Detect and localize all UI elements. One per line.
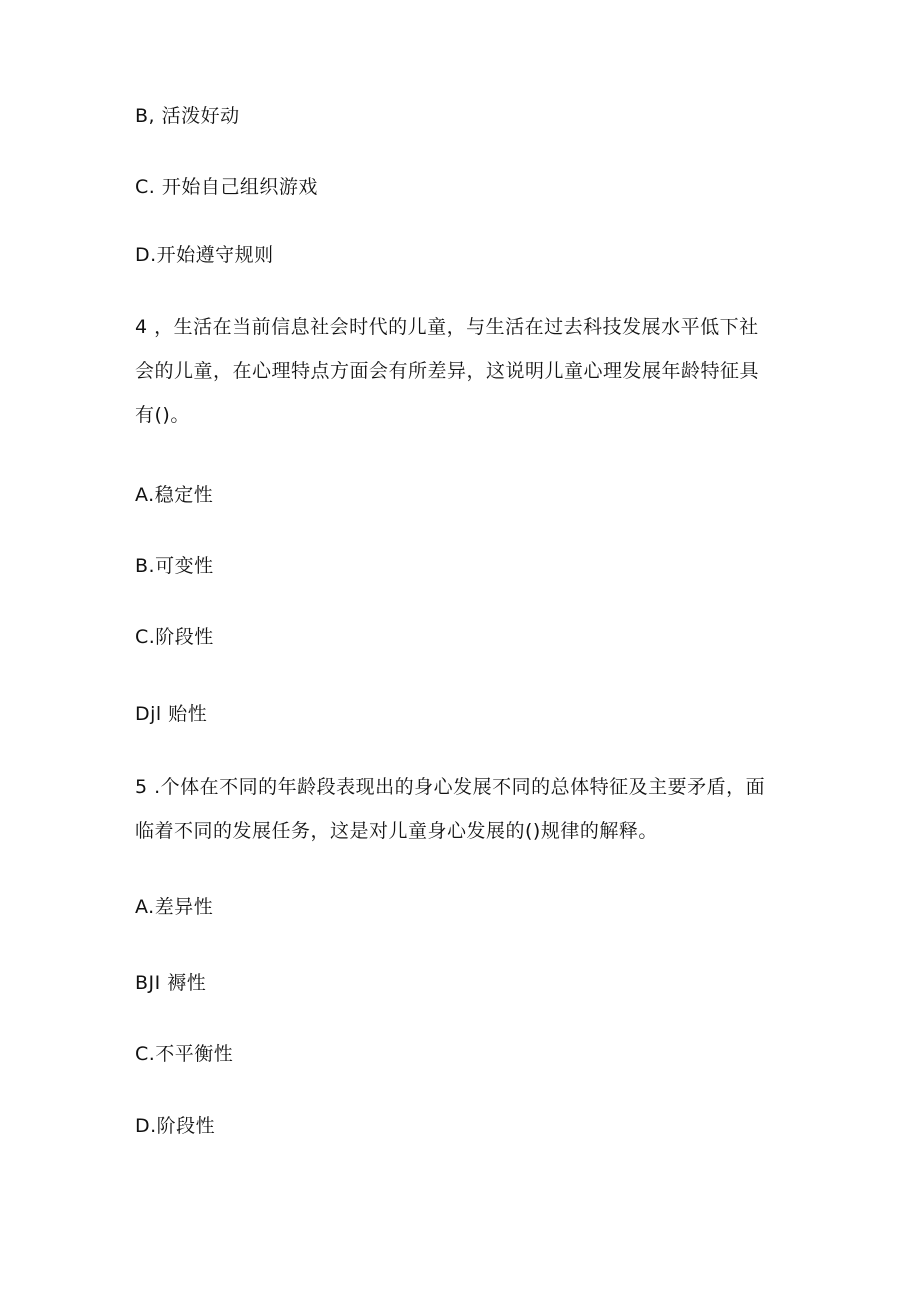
q5-option-b: BJI 褥性 [135,972,207,994]
q4-stem-line-3: 有()。 [135,404,190,426]
q5-option-c: C.不平衡性 [135,1043,234,1065]
q5-stem-line-2: 临着不同的发展任务，这是对儿童身心发展的()规律的解释。 [135,820,658,842]
q3-option-c: C. 开始自己组织游戏 [135,176,318,198]
q5-stem-line-1: 5 .个体在不同的年龄段表现出的身心发展不同的总体特征及主要矛盾，面 [135,776,766,798]
q5-option-a: A.差异性 [135,896,214,918]
q4-option-b: B.可变性 [135,555,214,577]
q5-stem [135,775,795,863]
q4-option-d: Djl 贻性 [135,703,208,725]
q3-option-d: D.开始遵守规则 [135,244,274,266]
q4-stem-line-1: 4 ，生活在当前信息社会时代的儿童，与生活在过去科技发展水平低下社 [135,316,759,338]
q4-stem-line-2: 会的儿童，在心理特点方面会有所差异，这说明儿童心理发展年龄特征具 [135,360,760,382]
q4-stem [135,315,795,447]
q4-option-a: A.稳定性 [135,484,214,506]
q5-option-d: D.阶段性 [135,1115,216,1137]
q4-option-c: C.阶段性 [135,626,214,648]
q3-option-b: B, 活泼好动 [135,105,240,127]
